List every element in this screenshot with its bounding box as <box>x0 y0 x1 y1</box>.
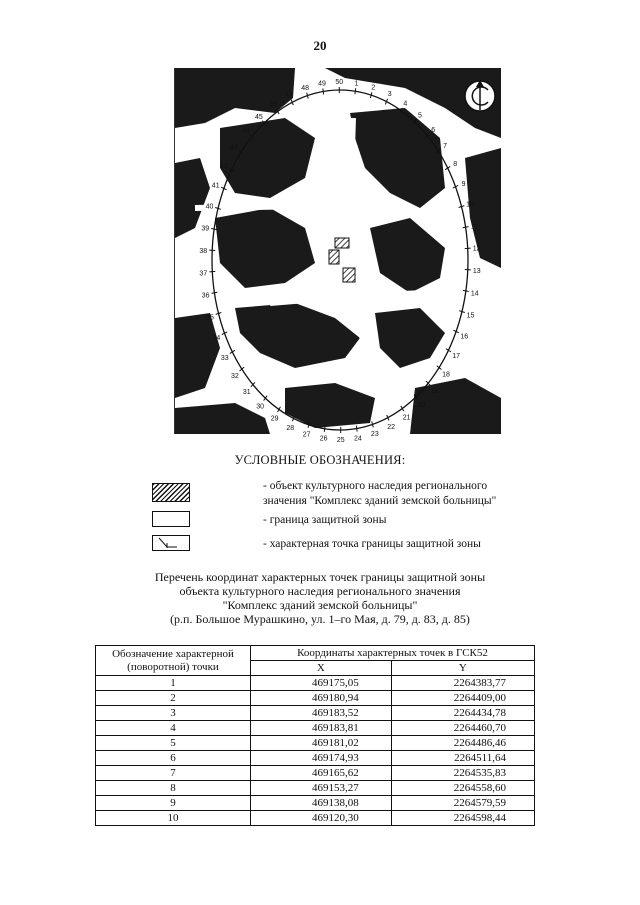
y-cell: 2264598,44 <box>391 811 534 826</box>
boundary-point-label: 45 <box>254 113 263 121</box>
y-cell: 2264409,00 <box>391 691 534 706</box>
boundary-point-tick <box>370 92 371 98</box>
boundary-point-label: 8 <box>453 161 458 169</box>
legend-item-zone <box>263 513 563 528</box>
point-cell: 2 <box>96 691 251 706</box>
point-cell: 8 <box>96 781 251 796</box>
legend-title: УСЛОВНЫЕ ОБОЗНАЧЕНИЯ: <box>234 453 406 467</box>
boundary-point-tick <box>463 290 469 291</box>
point-cell: 9 <box>96 796 251 811</box>
boundary-point-label: 30 <box>256 403 265 411</box>
boundary-point-label: 10 <box>466 201 474 209</box>
boundary-point-tick <box>324 426 325 432</box>
boundary-point-label: 33 <box>220 354 229 362</box>
boundary-point-label: 16 <box>460 333 469 341</box>
boundary-point-label: 37 <box>199 270 208 278</box>
boundary-point-label: 38 <box>199 247 208 255</box>
point-cell: 5 <box>96 736 251 751</box>
caption-line3: "Комплекс зданий земской больницы" <box>222 598 418 612</box>
y-cell: 2264558,60 <box>391 781 534 796</box>
y-cell: 2264460,70 <box>391 721 534 736</box>
table-row <box>96 736 535 751</box>
boundary-point-label: 31 <box>242 389 251 397</box>
boundary-point-label: 35 <box>206 314 214 322</box>
boundary-point-label: 17 <box>452 353 460 361</box>
site-plan-map <box>174 68 501 444</box>
y-cell: 2264434,78 <box>391 706 534 721</box>
boundary-point-label: 23 <box>370 431 379 439</box>
boundary-point-label: 43 <box>230 144 238 152</box>
boundary-point-label: 3 <box>387 91 392 99</box>
header-point <box>96 646 251 676</box>
legend-item-heritage <box>263 479 563 509</box>
table-row <box>96 751 535 766</box>
boundary-point-label: 24 <box>354 435 362 443</box>
header-y: Y <box>391 661 534 676</box>
table-row <box>96 796 535 811</box>
boundary-point-label: 49 <box>318 80 326 88</box>
boundary-point-label: 44 <box>241 128 250 136</box>
table-row <box>96 811 535 826</box>
table-row <box>96 691 535 706</box>
x-cell: 469165,62 <box>251 766 392 781</box>
point-cell: 6 <box>96 751 251 766</box>
x-cell: 469175,05 <box>251 676 392 691</box>
caption-line1: Перечень координат характерных точек границы защитной зоны <box>154 570 486 584</box>
header-coords: Координаты характерных точек в ГСК52 <box>251 646 535 661</box>
caption-line4: (р.п. Большое Мурашкино, ул. 1–го Мая, д. 79, д. 83, д. 85) <box>170 612 470 626</box>
boundary-point-label: 42 <box>220 162 228 170</box>
x-cell: 469183,81 <box>251 721 392 736</box>
boundary-point-label: 11 <box>470 223 479 231</box>
map-drawing <box>175 68 501 444</box>
x-cell: 469138,08 <box>251 796 392 811</box>
point-cell: 3 <box>96 706 251 721</box>
table-row <box>96 766 535 781</box>
legend-item-point-line1: - характерная точка границы защитной зоны <box>263 538 481 550</box>
table-caption <box>0 570 640 626</box>
x-cell: 469181,02 <box>251 736 392 751</box>
x-cell: 469153,27 <box>251 781 392 796</box>
boundary-point-label: 27 <box>302 431 311 439</box>
boundary-point-tick <box>211 292 217 293</box>
coordinates-table <box>95 645 535 826</box>
boundary-point-icon <box>152 535 190 551</box>
boundary-point-label: 25 <box>336 436 345 444</box>
boundary-point-label: 32 <box>231 372 239 380</box>
x-cell: 469174,93 <box>251 751 392 766</box>
boundary-point-label: 12 <box>472 245 481 253</box>
page-number: 20 <box>313 38 327 53</box>
boundary-point-label: 9 <box>461 180 466 188</box>
boundary-point-label: 48 <box>301 84 310 92</box>
boundary-point-label: 50 <box>335 79 344 87</box>
boundary-point-label: 2 <box>371 84 376 92</box>
point-cell: 4 <box>96 721 251 736</box>
boundary-point-label: 13 <box>472 268 481 276</box>
hatched-building-icon <box>152 483 190 502</box>
boundary-point-label: 5 <box>417 112 422 120</box>
table-row <box>96 781 535 796</box>
boundary-point-label: 22 <box>387 424 396 432</box>
boundary-point-label: 39 <box>201 225 210 233</box>
header-point-line1: Обозначение характерной <box>112 647 234 660</box>
x-cell: 469183,52 <box>251 706 392 721</box>
boundary-point-label: 29 <box>270 415 279 423</box>
legend-item-point <box>263 537 563 552</box>
boundary-point-label: 7 <box>443 143 448 151</box>
y-cell: 2264511,64 <box>391 751 534 766</box>
boundary-point-label: 1 <box>354 80 359 88</box>
boundary-point-label: 26 <box>319 435 328 443</box>
table-row <box>96 676 535 691</box>
point-cell: 10 <box>96 811 251 826</box>
boundary-point-label: 47 <box>284 91 293 99</box>
boundary-point-label: 40 <box>205 203 214 211</box>
boundary-point-label: 4 <box>403 100 408 108</box>
boundary-point-label: 20 <box>417 402 426 410</box>
boundary-point-tick <box>437 366 442 370</box>
point-cell: 1 <box>96 676 251 691</box>
boundary-point-label: 46 <box>269 101 278 109</box>
boundary-point-label: 15 <box>466 312 475 320</box>
north-arrow-icon <box>465 80 495 111</box>
boundary-point-label: 36 <box>201 292 210 300</box>
y-cell: 2264535,83 <box>391 766 534 781</box>
legend-item-zone-line1: - граница защитной зоны <box>263 514 387 526</box>
x-cell: 469120,30 <box>251 811 392 826</box>
caption-line2: объекта культурного наследия регионального значения <box>179 584 461 598</box>
boundary-point-tick <box>463 227 469 228</box>
y-cell: 2264486,46 <box>391 736 534 751</box>
x-cell: 469180,94 <box>251 691 392 706</box>
point-cell: 7 <box>96 766 251 781</box>
boundary-point-tick <box>323 88 324 94</box>
legend-item-heritage-line1: - объект культурного наследия регионального <box>263 480 488 492</box>
y-cell: 2264383,77 <box>391 676 534 691</box>
header-x: X <box>251 661 392 676</box>
table-row <box>96 706 535 721</box>
boundary-point-tick <box>355 88 356 94</box>
boundary-point-label: 21 <box>402 414 411 422</box>
boundary-point-label: 19 <box>430 387 439 395</box>
legend-item-heritage-line2: значения "Комплекс зданий земской больницы" <box>263 495 497 507</box>
boundary-point-tick <box>356 426 357 432</box>
zone-boundary-icon <box>152 511 190 527</box>
boundary-point-label: 28 <box>286 424 295 432</box>
boundary-point-label: 34 <box>212 335 221 343</box>
boundary-point-label: 41 <box>211 182 220 190</box>
table-row <box>96 721 535 736</box>
y-cell: 2264579,59 <box>391 796 534 811</box>
boundary-point-label: 18 <box>442 371 450 379</box>
header-point-line2: (поворотной) точки <box>127 660 219 673</box>
boundary-point-label: 6 <box>431 126 436 134</box>
boundary-point-label: 14 <box>470 290 479 298</box>
